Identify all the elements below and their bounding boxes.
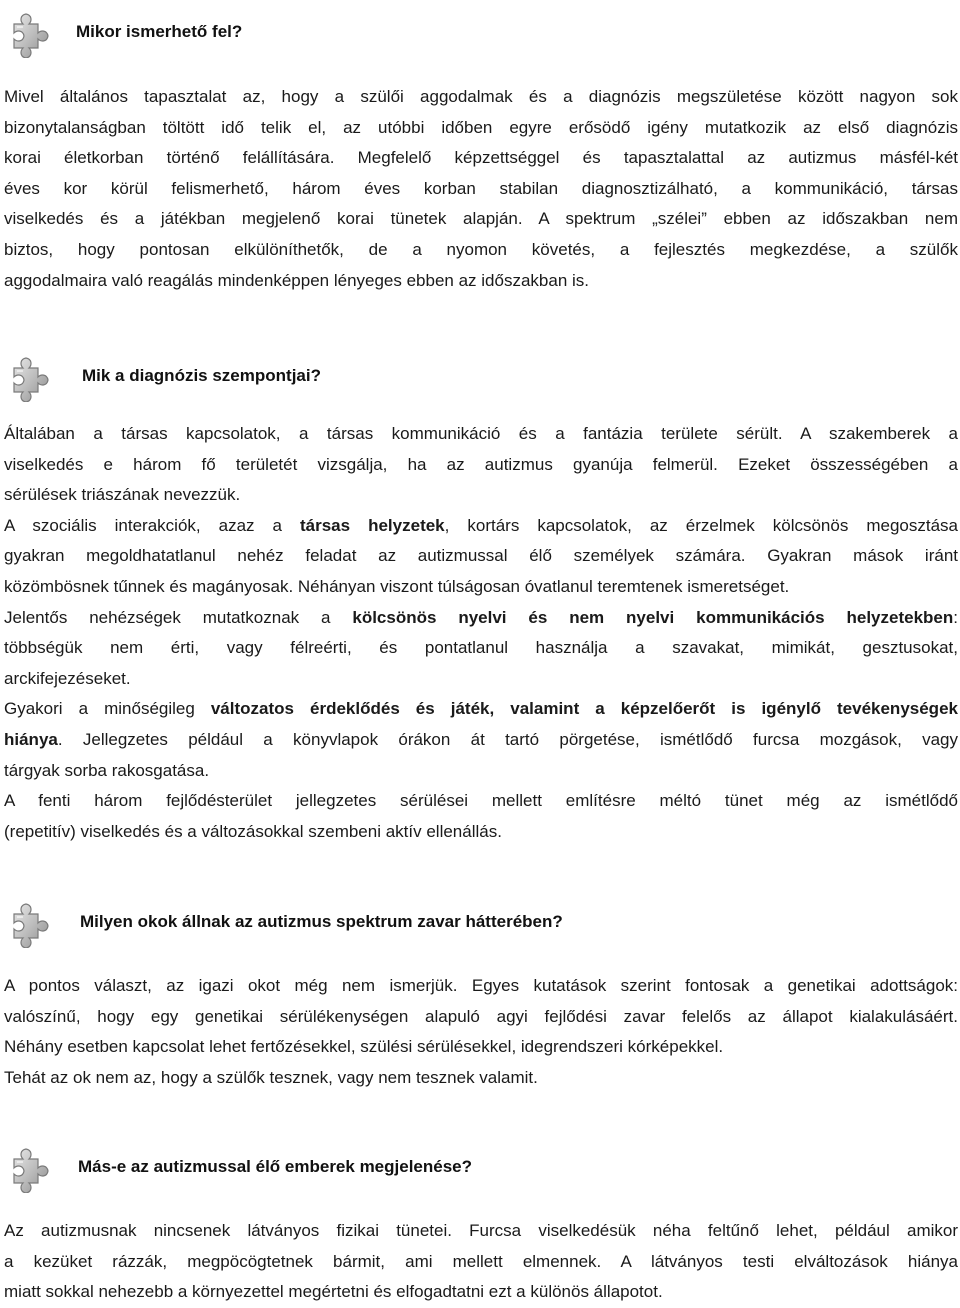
paragraph-line: biztos, hogy pontosan elkülöníthetők, de a nyomon követés, a fejlesztés megkezdése, a szülők — [4, 239, 958, 259]
paragraph-line: valószínű, hogy egy genetikai sérülékenységen alapuló agyi fejlődési zavar felelős az állapot kialakulásáért. — [4, 1006, 958, 1026]
paragraph-line: Általában a társas kapcsolatok, a társas kommunikáció és a fantázia területe sérült. A szakemberek a — [4, 424, 958, 443]
paragraph-line: viselkedés e három fő területét vizsgálja, ha az autizmus gyanúja felmerül. Ezeket összességében a — [4, 454, 958, 474]
paragraph-line: hiánya. Jellegzetes például a könyvlapok órákon át tartó pörgetése, ismétlődő furcsa mozgások, vagy — [4, 729, 958, 749]
puzzle-piece-icon — [8, 8, 58, 58]
paragraph-line: sérülések triászának nevezzük. — [4, 485, 241, 505]
puzzle-piece-icon — [8, 898, 58, 948]
paragraph-line: A pontos választ, az igazi okot még nem ismerjük. Egyes kutatások szerint fontosak a genetikai adottságok: — [4, 976, 958, 995]
section-body-when — [4, 82, 958, 296]
paragraph-line: A fenti három fejlődésterület jellegzetes sérülései mellett említésre méltó tünet még az ismétlődő — [4, 791, 958, 811]
section-heading-criteria — [0, 352, 960, 404]
section-body-causes — [4, 971, 958, 1093]
bold-phrase: társas helyzetek — [300, 515, 445, 535]
paragraph-line: éves kor körül felismerhető, három éves korban stabilan diagnosztizálható, a kommunikáció, társas — [4, 178, 958, 198]
heading-text: Milyen okok állnak az autizmus spektrum zavar hátterében? — [80, 912, 563, 931]
section-body-criteria — [4, 419, 958, 847]
paragraph-line: Gyakori a minőségileg változatos érdeklődés és játék, valamint a képzelőerőt is igénylő tevékenységek — [4, 699, 958, 719]
section-heading-when — [0, 8, 960, 60]
bold-phrase: kölcsönös nyelvi és nem nyelvi kommunikációs helyzetekben — [352, 607, 954, 627]
paragraph-line: viselkedés és a játékban megjelenő korai tünetek alapján. A spektrum „szélei” ebben az időszakban nem — [4, 209, 958, 229]
paragraph-line: többségük nem érti, vagy félreérti, és pontatlanul használja a szavakat, mimikát, gesztusokat, — [4, 638, 958, 658]
heading-text: Más-e az autizmussal élő emberek megjelenése? — [78, 1157, 473, 1176]
paragraph-line: (repetitív) viselkedés és a változásokkal szembeni aktív ellenállás. — [4, 821, 502, 841]
paragraph-line: Tehát az ok nem az, hogy a szülők tesznek, vagy nem tesznek valamit. — [4, 1067, 538, 1087]
section-heading-appearance — [0, 1143, 960, 1195]
paragraph-line: miatt sokkal nehezebb a környezettel megértetni és elfogadtatni ezt a különös állapotot. — [4, 1282, 663, 1302]
section-heading-causes — [0, 898, 960, 950]
bold-phrase: változatos érdeklődés és játék, valamint a képzelőerőt is igénylő tevékenységek — [210, 699, 958, 719]
paragraph-line: a kezüket rázzák, megpöcögtetnek bármit, ami mellett elmennek. A látványos testi elváltozások hiánya — [4, 1251, 958, 1271]
paragraph-line: Az autizmusnak nincsenek látványos fizikai tünetei. Furcsa viselkedésük néha feltűnő lehet, például amikor — [4, 1221, 958, 1240]
paragraph-line: Mivel általános tapasztalat az, hogy a szülői aggodalmak és a diagnózis megszületése között nagyon sok — [4, 87, 958, 106]
paragraph-line: közömbösnek tűnnek és magányosak. Néhányan viszont túlságosan óvatlanul teremtenek ismeretséget. — [4, 576, 790, 596]
paragraph-line: korai életkorban történő felállítására. Megfelelő képzettséggel és tapasztalattal az autizmus másfél-két — [4, 148, 958, 168]
puzzle-piece-icon — [8, 1143, 58, 1193]
section-body-appearance — [4, 1216, 958, 1308]
paragraph-line: Jelentős nehézségek mutatkoznak a kölcsönös nyelvi és nem nyelvi kommunikációs helyzetekben: — [4, 607, 958, 627]
paragraph-line: arckifejezéseket. — [4, 668, 131, 688]
heading-text: Mikor ismerhető fel? — [76, 22, 243, 41]
paragraph-line: Néhány esetben kapcsolat lehet fertőzésekkel, szülési sérülésekkel, idegrendszeri kórképekkel. — [4, 1037, 724, 1057]
bold-phrase: hiánya — [4, 729, 58, 749]
paragraph-line: bizonytalanságban töltött idő telik el, az utóbbi időben egyre erősödő igény mutatkozik az első diagnózis — [4, 117, 958, 137]
paragraph-line: tárgyak sorba rakosgatása. — [4, 760, 210, 780]
paragraph-line: aggodalmaira való reagálás mindenképpen lényeges ebben az időszakban is. — [4, 270, 590, 290]
heading-text: Mik a diagnózis szempontjai? — [82, 366, 321, 385]
paragraph-line: gyakran megoldhatatlanul nehéz feladat az autizmussal élő személyek számára. Gyakran mások iránt — [4, 546, 958, 566]
paragraph-line: A szociális interakciók, azaz a társas helyzetek, kortárs kapcsolatok, az érzelmek kölcsönös megosztása — [4, 515, 958, 535]
puzzle-piece-icon — [8, 352, 58, 402]
